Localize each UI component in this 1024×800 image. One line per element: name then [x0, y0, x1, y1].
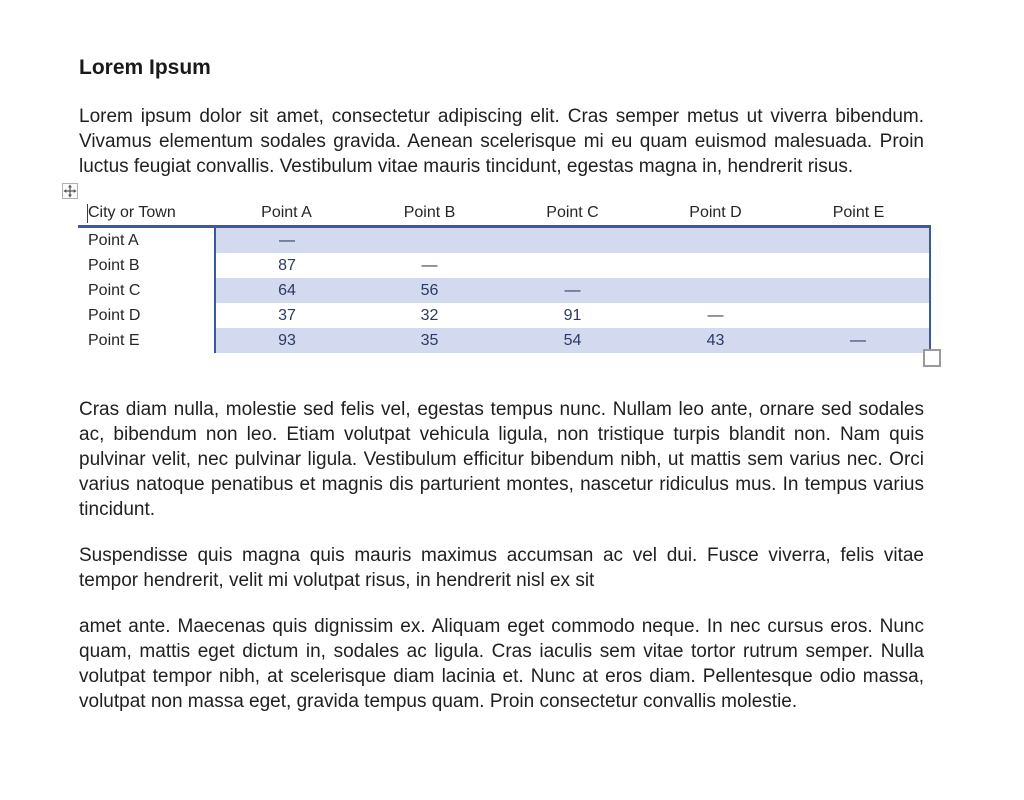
- cell: 43: [644, 328, 787, 353]
- cell: 93: [215, 328, 358, 353]
- move-arrows-icon: [63, 184, 77, 198]
- col-header-city-or-town: City or Town: [78, 201, 215, 227]
- row-label: Point E: [78, 328, 215, 353]
- text-cursor: [87, 204, 88, 223]
- cell: [644, 253, 787, 278]
- table-resize-handle[interactable]: [923, 349, 941, 367]
- row-label: Point B: [78, 253, 215, 278]
- cell: 54: [501, 328, 644, 353]
- cell: [501, 253, 644, 278]
- cell: 35: [358, 328, 501, 353]
- cell: 37: [215, 303, 358, 328]
- row-label: Point A: [78, 227, 215, 254]
- cell: [787, 253, 930, 278]
- col-header-point-c: Point C: [501, 201, 644, 227]
- cell: 91: [563, 306, 582, 324]
- cell: 56: [358, 278, 501, 303]
- cell: [787, 227, 930, 254]
- distance-table-container: [78, 201, 930, 353]
- cell: [644, 227, 787, 254]
- table-row: [78, 303, 930, 328]
- table-row: [78, 328, 930, 353]
- col-header-point-e: Point E: [787, 201, 930, 227]
- cell: —: [215, 227, 358, 254]
- cell: [501, 227, 644, 254]
- col-header-point-d: Point D: [644, 201, 787, 227]
- paragraph-3: Suspendisse quis magna quis mauris maximus accumsan ac vel dui. Fusce viverra, felis vitae tempor hendrerit, velit mi volutpat risus, in hendrerit nisl ex sit: [79, 545, 924, 591]
- cell: 87: [215, 253, 358, 278]
- distance-table: [78, 201, 931, 353]
- cell: 64: [215, 278, 358, 303]
- page-title: Lorem Ipsum: [79, 56, 211, 79]
- row-label: Point D: [78, 303, 215, 328]
- table-row: [78, 253, 930, 278]
- cell: —: [787, 328, 930, 353]
- cell: —: [421, 256, 438, 274]
- cell: —: [501, 278, 644, 303]
- table-row: [78, 227, 930, 254]
- header-row: [78, 201, 930, 227]
- row-label: Point C: [78, 278, 215, 303]
- table-move-handle[interactable]: [62, 183, 78, 199]
- paragraph-4: amet ante. Maecenas quis dignissim ex. Aliquam eget commodo neque. In nec cursus eros. Nunc quam, mattis eget dictum in, sodales ac ligula. Cras iaculis sem vitae tortor rutrum semper. Nulla volutpat tempor nibh, at scelerisque diam lacinia et. Nunc at eros diam. Pellentesque odio massa, volutpat non massa eget, gravida tempus quam. Proin consectetur convallis molestie.: [79, 616, 924, 712]
- cell: [644, 278, 787, 303]
- cell: [358, 227, 501, 254]
- cell: [787, 278, 930, 303]
- cell: [787, 303, 930, 328]
- paragraph-2: Cras diam nulla, molestie sed felis vel, egestas tempus nunc. Nullam leo ante, ornare sed sodales ac, bibendum non leo. Etiam volutpat vehicula ligula, non tristique turpis blandit non. Nam quis pulvinar velit, nec pulvinar ligula. Vestibulum efficitur bibendum nibh, ut mattis sem varius nec. Orci varius natoque penatibus et magnis dis parturient montes, nascetur ridiculus mus. In tempus varius tincidunt.: [79, 399, 924, 520]
- table-row: [78, 278, 930, 303]
- cell: —: [707, 306, 724, 324]
- cell: 32: [420, 306, 439, 324]
- paragraph-1: Lorem ipsum dolor sit amet, consectetur adipiscing elit. Cras semper metus ut viverra bibendum. Vivamus elementum sodales gravida. Aenean scelerisque mi eu quam euismod malesuada. Proin luctus feugiat convallis. Vestibulum vitae mauris tincidunt, egestas magna in, hendrerit risus.: [79, 106, 924, 177]
- col-header-point-b: Point B: [358, 201, 501, 227]
- col-header-point-a: Point A: [215, 201, 358, 227]
